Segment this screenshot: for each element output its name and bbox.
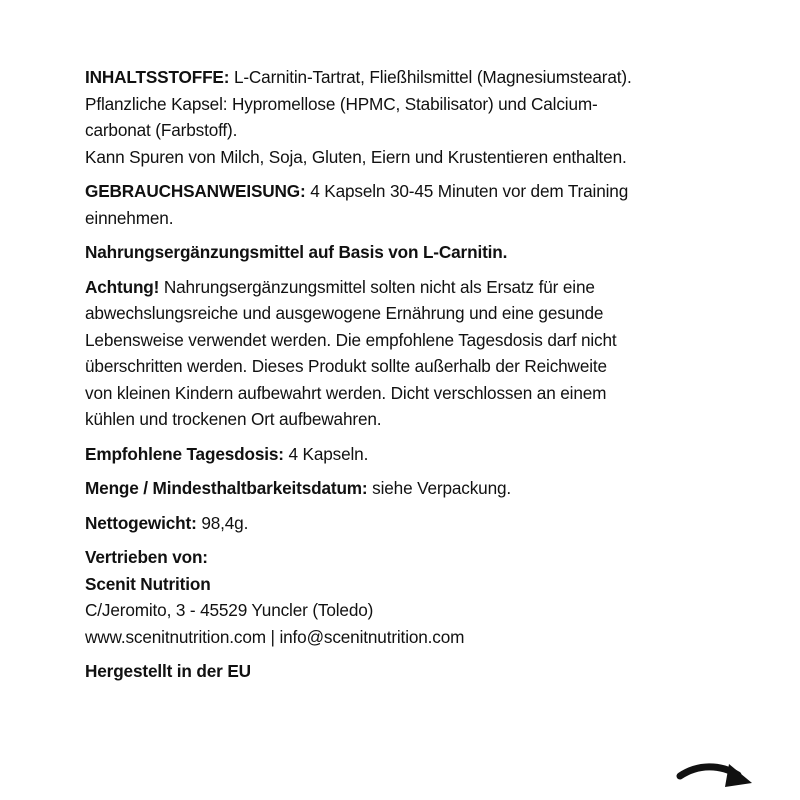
arrow-head	[725, 764, 752, 787]
daily-dose	[85, 441, 685, 468]
distributor-address: C/Jeromito, 3 - 45529 Yuncler (Toledo)	[85, 600, 374, 620]
usage-section	[85, 178, 685, 231]
warning-section	[85, 274, 685, 433]
ingredients-text: L-Carnitin-Tartrat, Fließhilsmittel (Magnesiumstearat).	[229, 67, 632, 87]
ingredients-line-2: Pflanzliche Kapsel: Hypromellose (HPMC, Stabilisator) und Calcium-	[85, 93, 598, 114]
distributor-contact: www.scenitnutrition.com | info@scenitnutrition.com	[85, 626, 465, 647]
usage-text: 4 Kapseln 30-45 Minuten vor dem Training	[305, 181, 629, 201]
lot-expiry-label: Menge / Mindesthaltbarkeitsdatum:	[85, 478, 368, 498]
usage-label: GEBRAUCHSANWEISUNG:	[85, 181, 306, 201]
net-weight	[85, 510, 685, 537]
lot-expiry	[85, 475, 685, 502]
distributor-name: Scenit Nutrition	[85, 573, 211, 594]
usage-line-2: einnehmen.	[85, 207, 174, 228]
warning-line-5: von kleinen Kindern aufbewahrt werden. Dicht verschlossen an einem	[85, 382, 607, 403]
warning-text: Nahrungsergänzungsmittel solten nicht als Ersatz für eine	[159, 276, 595, 297]
supplement-note: Nahrungsergänzungsmittel auf Basis von L-Carnitin.	[85, 242, 508, 262]
ingredients-label: INHALTSSTOFFE:	[85, 67, 230, 87]
warning-line-4: überschritten werden. Dieses Produkt sollte außerhalb der Reichweite	[85, 356, 607, 376]
origin-note: Hergestellt in der EU	[85, 661, 251, 681]
warning-line-2: abwechslungsreiche und ausgewogene Ernährung und eine gesunde	[85, 303, 604, 323]
net-weight-value: 98,4g.	[196, 512, 249, 533]
warning-line-1	[85, 274, 685, 301]
usage-line-1	[85, 178, 685, 205]
daily-dose-value: 4 Kapseln.	[283, 443, 369, 464]
ingredients-line-1	[85, 64, 685, 91]
warning-line-3: Lebensweise verwendet werden. Die empfohlene Tagesdosis darf nicht	[85, 329, 617, 350]
ingredients-line-3: carbonat (Farbstoff).	[85, 120, 238, 140]
warning-line-6: kühlen und trockenen Ort aufbewahren.	[85, 409, 382, 429]
ingredients-section	[85, 64, 685, 170]
allergen-note: Kann Spuren von Milch, Soja, Gluten, Eiern und Krustentieren enthalten.	[85, 146, 627, 167]
product-label-text	[85, 64, 685, 685]
distributor-section	[85, 544, 685, 650]
curved-arrow-right-icon[interactable]	[676, 754, 756, 800]
net-weight-label: Nettogewicht:	[85, 512, 197, 533]
lot-expiry-value: siehe Verpackung.	[367, 478, 512, 498]
daily-dose-label: Empfohlene Tagesdosis:	[85, 443, 284, 464]
warning-label: Achtung!	[85, 276, 160, 297]
distributor-label: Vertrieben von:	[85, 547, 208, 567]
